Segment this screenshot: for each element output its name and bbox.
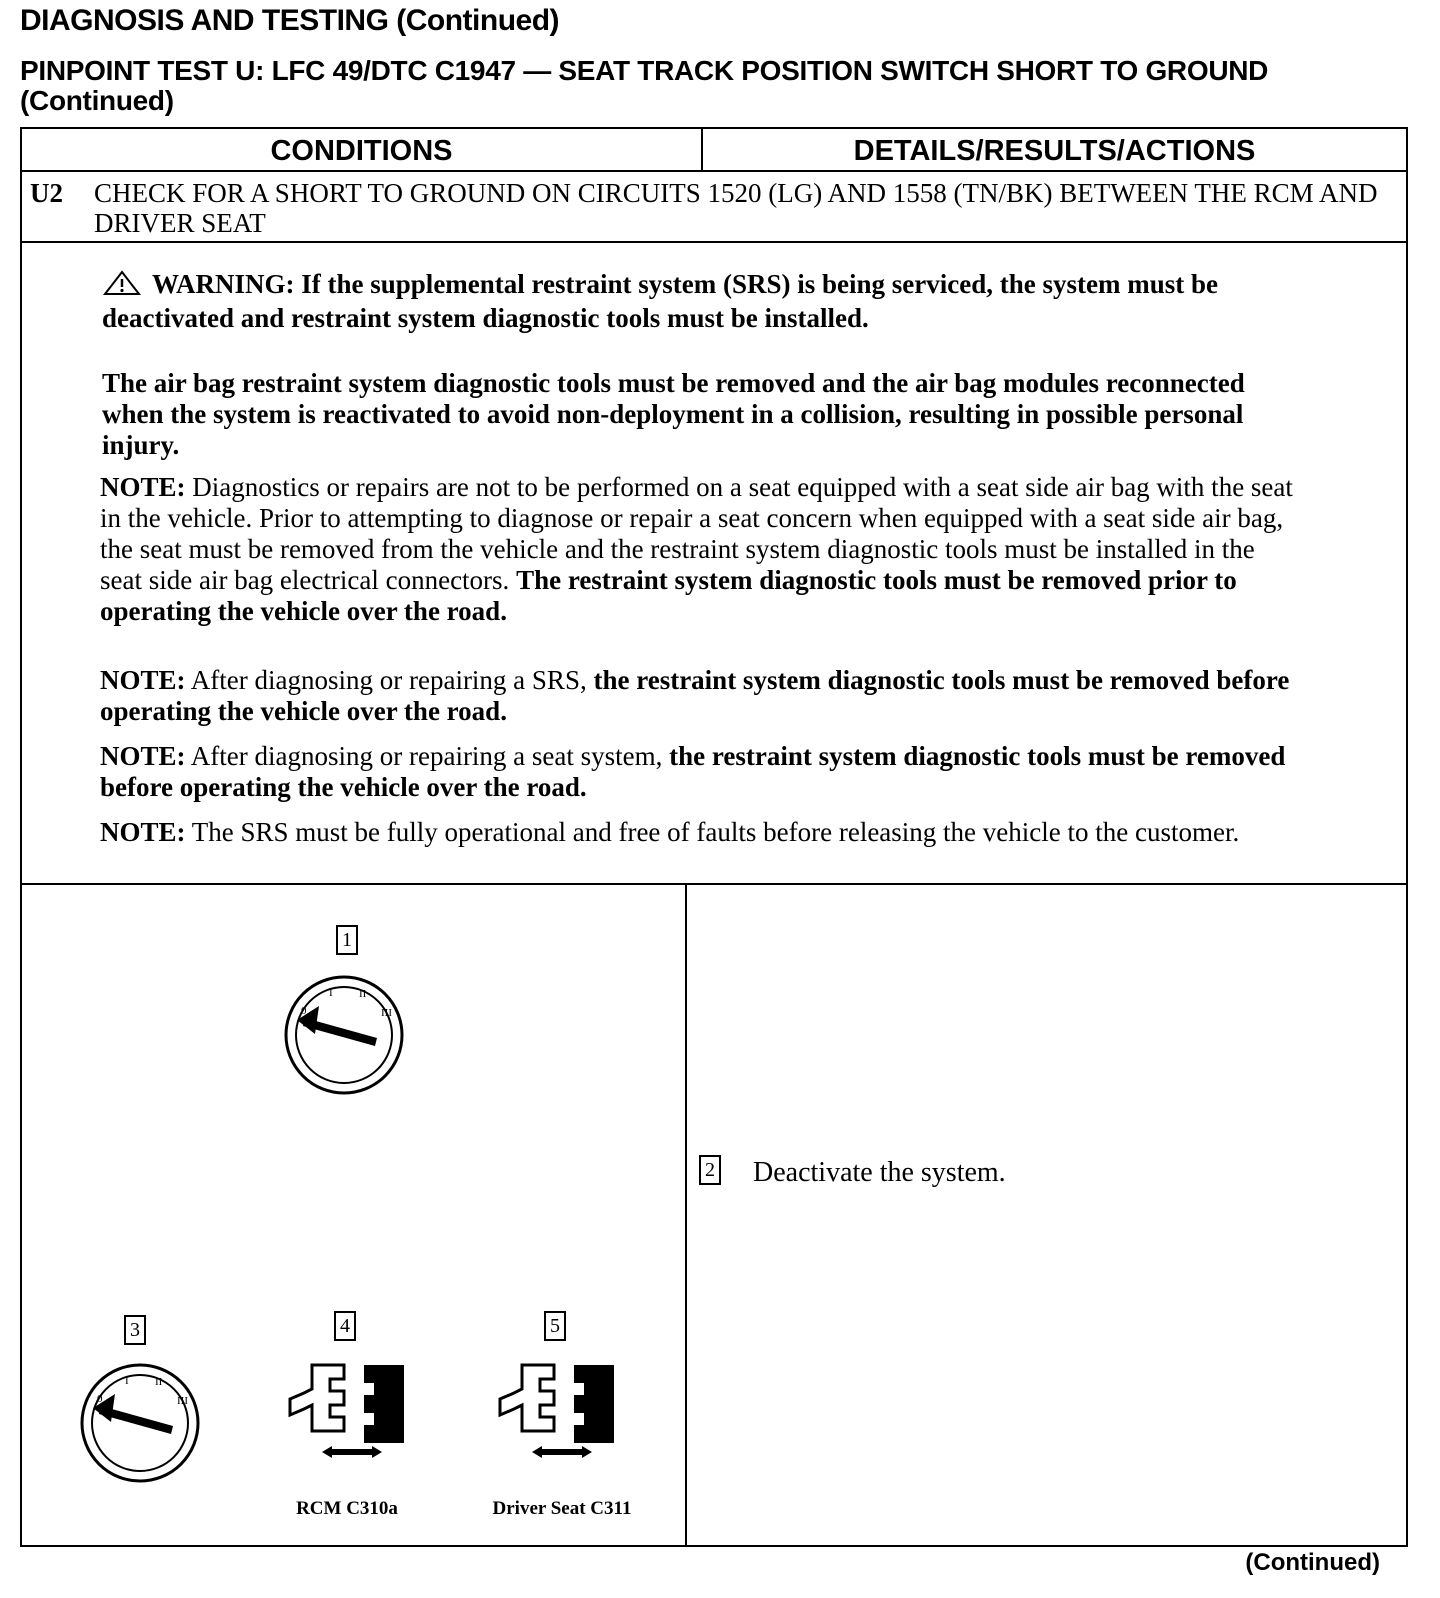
svg-text:III: III [381,1007,392,1019]
warning-triangle-icon [102,270,142,303]
note-emphasis: The restraint system diagnostic tools must be removed prior to operating the vehicle over the road. [100,565,1237,626]
page-heading: DIAGNOSIS AND TESTING (Continued) [20,4,560,37]
svg-text:I: I [125,1375,129,1387]
action-text: Deactivate the system. [753,1157,1006,1188]
note-emphasis: the restraint system diagnostic tools must be removed before operating the vehicle over the road. [100,741,1286,802]
note-1 [100,472,1300,627]
note-label: NOTE: [100,817,186,847]
warning-text: If the supplemental restraint system (SRS) is being serviced, the system must be deactivated and restraint system diagnostic tools must be installed. [102,269,1218,333]
step-title: CHECK FOR A SHORT TO GROUND ON CIRCUITS 1520 (LG) AND 1558 (TN/BK) BETWEEN THE RCM AND DRIVER SEAT [94,178,1378,238]
note-text: After diagnosing or repairing a SRS, [190,665,587,695]
svg-text:III: III [177,1395,188,1407]
step-id: U2 [30,178,63,208]
conditions-column-header: CONDITIONS [22,129,703,172]
pinpoint-test-title: PINPOINT TEST U: LFC 49/DTC C1947 — SEAT TRACK POSITION SWITCH SHORT TO GROUND (Continued) [20,55,1269,116]
pinpoint-test-table [20,127,1408,1547]
callout-5: 5 [544,1311,566,1341]
warning-paragraph [102,269,1302,334]
note-4 [100,817,1300,848]
callout-1: 1 [336,925,358,955]
svg-text:0: 0 [301,1005,307,1017]
note-label: NOTE: [100,741,186,771]
illustration-panel [22,885,687,1545]
warning-text-2: The air bag restraint system diagnostic tools must be removed and the air bag modules reconnected when the system is reactivated to avoid non-deployment in a collision, resulting in possible personal injury. [102,368,1245,460]
note-text: Diagnostics or repairs are not to be performed on a seat equipped with a seat side air bag with the seat in the vehicle. Prior to attempting to diagnose or repair a seat concern when equipped with a seat side air bag, the seat must be removed from the vehicle and the restraint system diagnostic tools must be installed in the seat side air bag electrical connectors. [100,472,1293,595]
note-3 [100,741,1300,803]
rcm-connector-disconnected-icon [282,1355,412,1470]
ignition-switch-off-icon-2 [75,1358,205,1493]
note-emphasis: the restraint system diagnostic tools must be removed before operating the vehicle over the road. [100,665,1290,726]
svg-text:II: II [155,1376,163,1388]
note-label: NOTE: [100,472,186,502]
driver-seat-connector-disconnected-icon [492,1355,622,1470]
callout-2: 2 [699,1155,721,1185]
note-text: After diagnosing or repairing a seat system, [190,741,663,771]
warning-label: WARNING: [152,269,295,299]
driver-seat-connector-caption: Driver Seat C311 [492,1498,632,1519]
note-label: NOTE: [100,665,186,695]
svg-text:0: 0 [97,1393,103,1405]
note-2 [100,665,1300,727]
callout-4: 4 [334,1311,356,1341]
details-column-header: DETAILS/RESULTS/ACTIONS [703,129,1406,172]
warning-section [22,243,1406,885]
svg-text:II: II [359,988,367,1000]
continued-footer: (Continued) [1245,1549,1380,1576]
rcm-connector-caption: RCM C310a [296,1498,398,1519]
action-panel [687,885,1406,1545]
ignition-switch-off-icon [279,970,409,1105]
note-text: The SRS must be fully operational and free of faults before releasing the vehicle to the customer. [191,817,1240,847]
svg-text:I: I [329,987,333,999]
callout-3: 3 [124,1315,146,1345]
step-row [22,172,1406,243]
